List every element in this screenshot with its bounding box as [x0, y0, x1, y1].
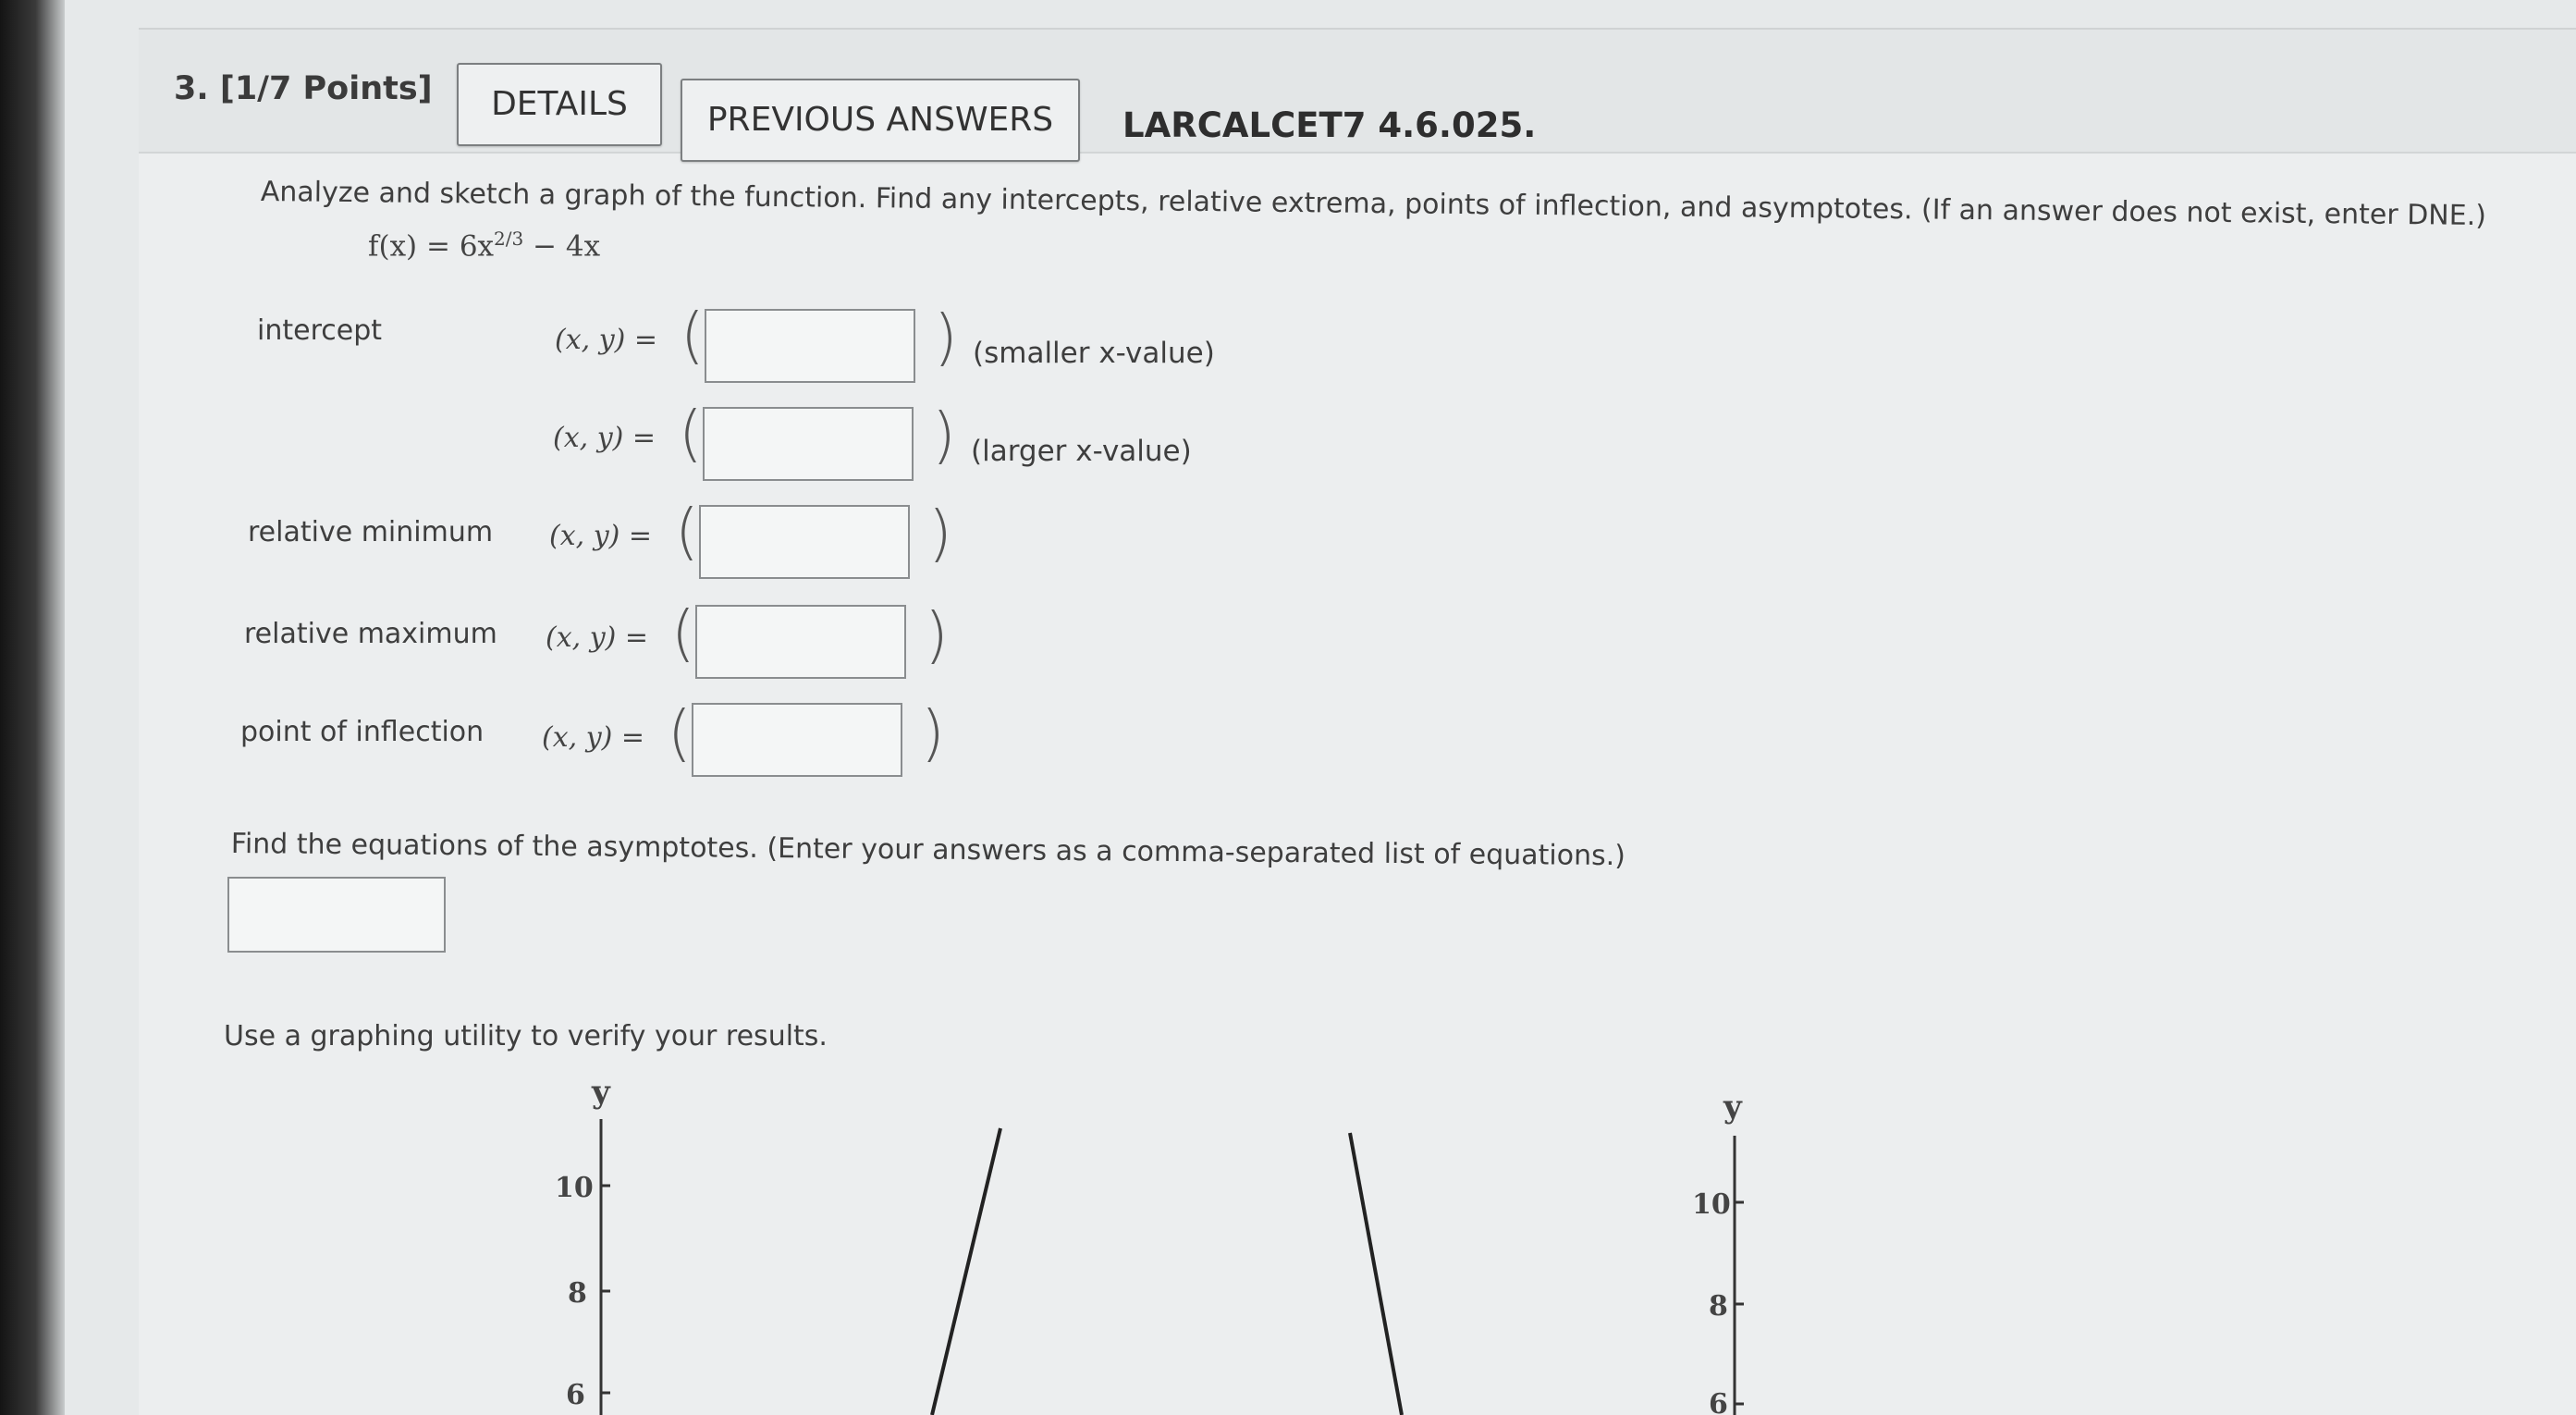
graph-1[interactable] — [555, 1074, 1402, 1415]
point-of-inflection-open-paren: ( — [668, 697, 692, 769]
intercept-label: intercept — [257, 314, 382, 347]
graph-1-tick-label-8: 8 — [568, 1277, 587, 1310]
relative-minimum-xy-label: (x, y) = — [549, 520, 653, 552]
graph-2-tick-label-10: 10 — [1692, 1188, 1731, 1221]
relative-maximum-label: relative maximum — [244, 618, 497, 650]
graph-2[interactable] — [1692, 1089, 1744, 1415]
graph-2-tick-label-6: 6 — [1709, 1388, 1728, 1415]
details-button[interactable]: DETAILS — [457, 63, 662, 146]
point-of-inflection-xy-label: (x, y) = — [542, 721, 645, 754]
graph-2-y-axis-label: y — [1723, 1089, 1742, 1126]
intercept-2-close-paren: ) — [932, 400, 956, 471]
relative-minimum-open-paren: ( — [675, 496, 699, 567]
graph-1-tick-label-10: 10 — [555, 1172, 594, 1204]
verify-text: Use a graphing utility to verify your results. — [224, 1020, 828, 1052]
point-of-inflection-close-paren: ) — [921, 697, 945, 769]
intercept-2-open-paren: ( — [679, 398, 703, 469]
graph-1-curve-right — [1350, 1133, 1402, 1415]
relative-minimum-close-paren: ) — [928, 498, 952, 569]
instructions-text: Analyze and sketch a graph of the function. Find any intercepts, relative extrema, points of inflection, and asymptotes. (If an answer does not exist, enter DNE.) — [260, 176, 2487, 233]
function-exponent: 2/3 — [494, 228, 524, 250]
intercept-2-xy-label: (x, y) = — [553, 422, 656, 454]
intercept-2-note: (larger x-value) — [971, 435, 1192, 468]
asymptotes-prompt: Find the equations of the asymptotes. (Enter your answers as a comma-separated list of equations.) — [230, 828, 1626, 873]
graph-1-curve-left — [932, 1128, 1000, 1415]
point-of-inflection-label: point of inflection — [240, 716, 485, 748]
graph-1-y-axis-label: y — [592, 1074, 610, 1111]
graph-2-tick-label-8: 8 — [1709, 1290, 1728, 1323]
function-rest: − 4x — [523, 229, 601, 264]
intercept-1-open-paren: ( — [681, 300, 705, 371]
intercept-1-xy-label: (x, y) = — [555, 324, 658, 356]
relative-maximum-close-paren: ) — [925, 599, 949, 671]
intercept-1-close-paren: ) — [934, 301, 958, 373]
relative-maximum-xy-label: (x, y) = — [546, 621, 649, 654]
problem-code: LARCALCET7 4.6.025. — [1122, 105, 1537, 145]
previous-answers-button[interactable]: PREVIOUS ANSWERS — [681, 79, 1080, 162]
question-number-points: 3. [1/7 Points] — [174, 70, 433, 107]
relative-minimum-label: relative minimum — [248, 516, 494, 548]
function-lhs: f(x) = 6x — [368, 229, 495, 264]
graph-1-tick-label-6: 6 — [566, 1379, 585, 1411]
intercept-1-note: (smaller x-value) — [973, 337, 1215, 370]
relative-maximum-open-paren: ( — [671, 597, 695, 669]
